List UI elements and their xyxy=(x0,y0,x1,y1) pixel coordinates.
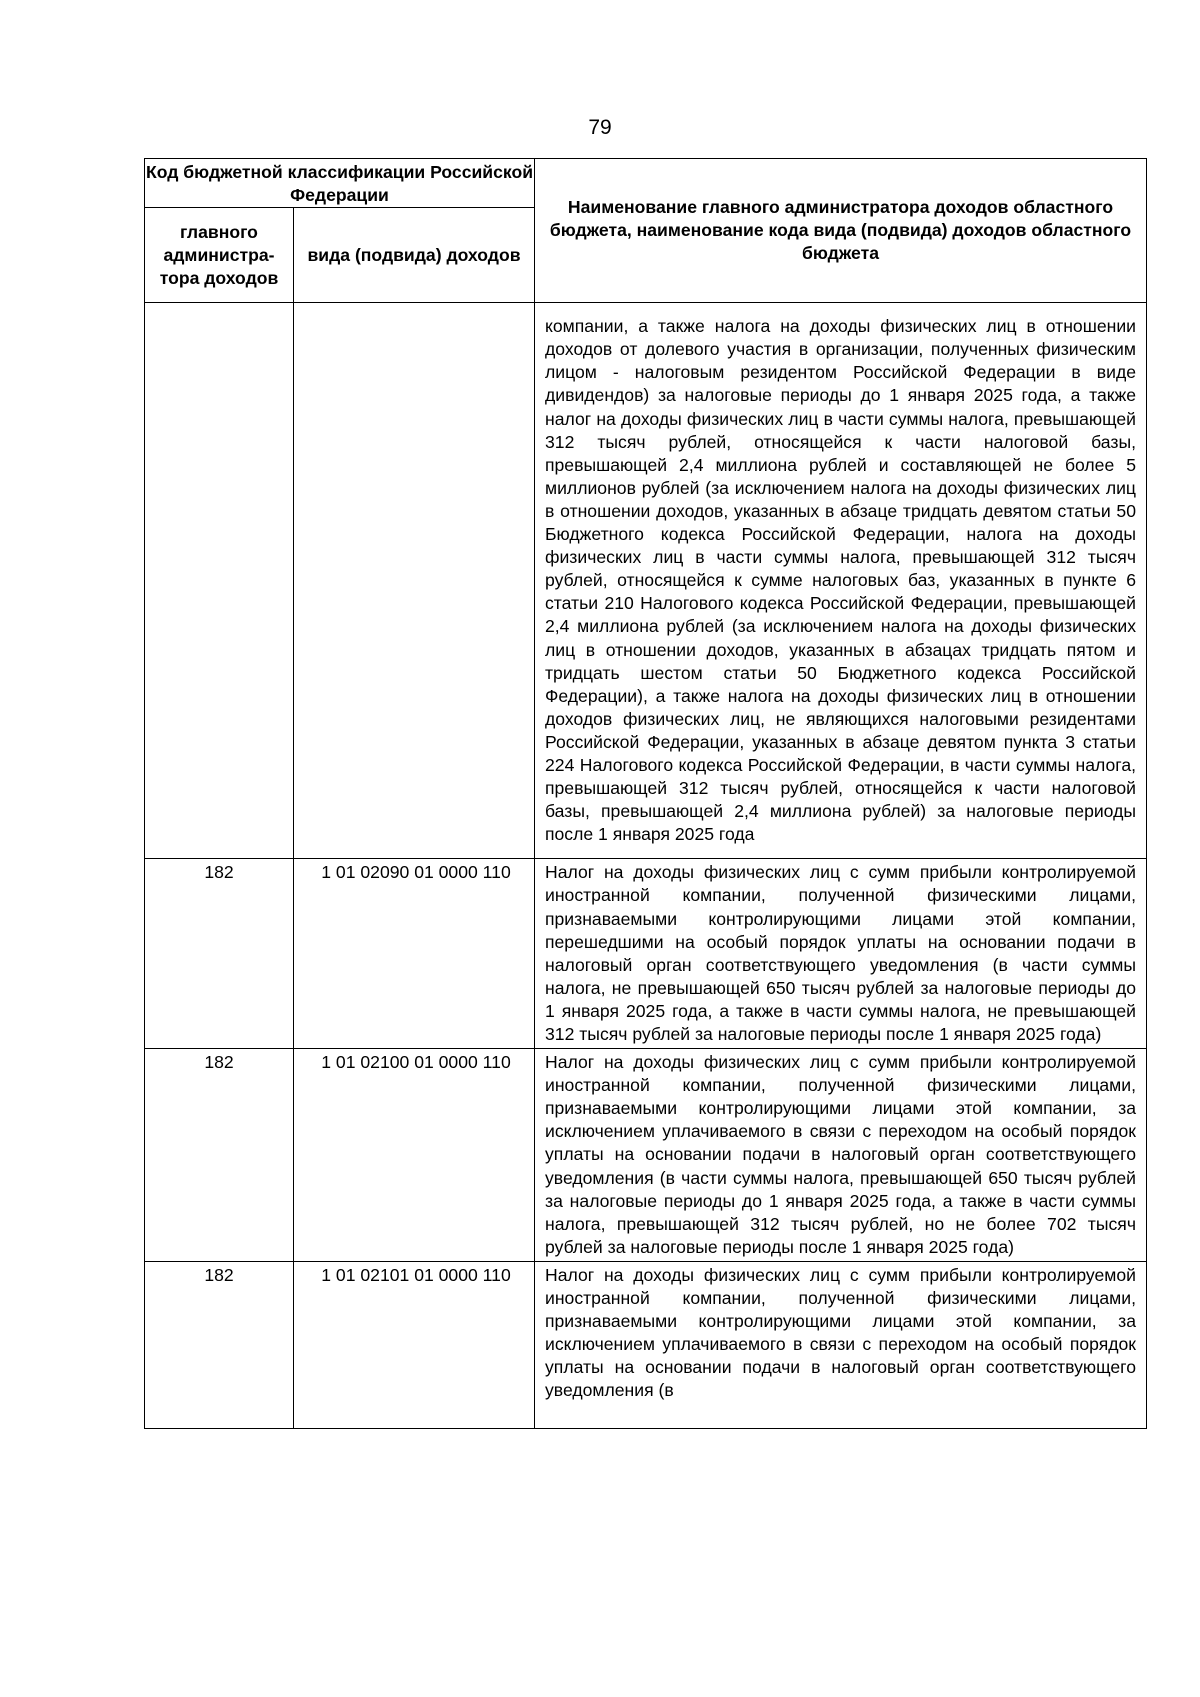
description-cell: Налог на доходы физических лиц с сумм прибыли контролируемой иностранной компании, полученной физическими лицами, признаваемыми контролирующими лицами этой компании, за исключением уплачиваемого в связи с переходом на особый порядок уплаты на основании подачи в налоговый орган соответствующего уведомления (в части суммы налога, превышающей 650 тысяч рублей за налоговые периоды до 1 января 2025 года, а также в части суммы налога, превышающей 312 тысяч рублей, но не более 702 тысяч рублей за налоговые периоды после 1 января 2025 года) xyxy=(535,1049,1147,1262)
admin-code-cell: 182 xyxy=(145,859,294,1049)
admin-code-cell: 182 xyxy=(145,1049,294,1262)
description-cell: Налог на доходы физических лиц с сумм прибыли контролируемой иностранной компании, полученной физическими лицами, признаваемыми контролирующими лицами этой компании, за исключением уплачиваемого в связи с переходом на особый порядок уплаты на основании подачи в налоговый орган соответствующего уведомления (в xyxy=(535,1261,1147,1428)
table-row xyxy=(145,1049,1147,1262)
description-cell: компании, а также налога на доходы физических лиц в отношении доходов от долевого участия в организации, полученных физическим лицом - налоговым резидентом Российской Федерации в виде дивидендов) за налоговые периоды до 1 января 2025 года, а также налог на доходы физических лиц в части суммы налога, превышающей 312 тысяч рублей, относящейся к части налоговой базы, превышающей 2,4 миллиона рублей и составляющей не более 5 миллионов рублей (за исключением налога на доходы физических лиц в отношении доходов, указанных в абзаце тридцать девятом статьи 50 Бюджетного кодекса Российской Федерации, налога на доходы физических лиц в части суммы налога, превышающей 312 тысяч рублей, относящейся к сумме налоговых баз, указанных в пункте 6 статьи 210 Налогового кодекса Российской Федерации, превышающей 2,4 миллиона рублей (за исключением налога на доходы физических лиц в отношении доходов, указанных в абзацах тридцать пятом и тридцать шестом статьи 50 Бюджетного кодекса Российской Федерации), а также налога на доходы физических лиц в отношении доходов физических лиц, не являющихся налоговыми резидентами Российской Федерации, указанных в абзаце девятом пункта 3 статьи 224 Налогового кодекса Российской Федерации, в части суммы налога, превышающей 312 тысяч рублей, относящейся к части налоговой базы, превышающей 2,4 миллиона рублей) за налоговые периоды после 1 января 2025 года xyxy=(535,303,1147,859)
description-cell: Налог на доходы физических лиц с сумм прибыли контролируемой иностранной компании, полученной физическими лицами, признаваемыми контролирующими лицами этой компании, перешедшими на особый порядок уплаты на основании подачи в налоговый орган соответствующего уведомления (в части суммы налога, не превышающей 650 тысяч рублей за налоговые периоды до 1 января 2025 года, а также в части суммы налога, не превышающей 312 тысяч рублей за налоговые периоды после 1 января 2025 года) xyxy=(535,859,1147,1049)
income-code-cell xyxy=(294,303,535,859)
admin-code-cell: 182 xyxy=(145,1261,294,1428)
income-code-cell: 1 01 02101 01 0000 110 xyxy=(294,1261,535,1428)
header-administrator-name: Наименование главного администратора доходов областного бюджета, наименование кода вида (подвида) доходов областного бюджета xyxy=(535,159,1147,303)
header-budget-classification-code: Код бюджетной классификации Российской Федерации xyxy=(145,159,535,208)
page-number: 79 xyxy=(588,116,612,139)
table-row xyxy=(145,303,1147,859)
header-row-group xyxy=(145,159,1147,208)
income-code-cell: 1 01 02100 01 0000 110 xyxy=(294,1049,535,1262)
table-row xyxy=(145,1261,1147,1428)
admin-code-cell xyxy=(145,303,294,859)
income-code-cell: 1 01 02090 01 0000 110 xyxy=(294,859,535,1049)
header-income-type: вида (подвида) доходов xyxy=(294,208,535,303)
budget-classification-table xyxy=(144,158,1147,1429)
header-main-administrator: главного администра-тора доходов xyxy=(145,208,294,303)
table-row xyxy=(145,859,1147,1049)
